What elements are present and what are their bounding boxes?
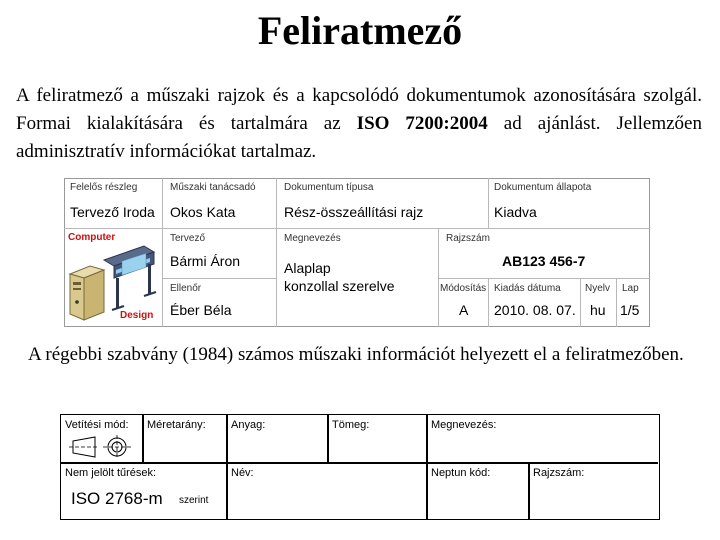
intro-paragraph [16,82,702,166]
doc-type-label: Dokumentum típusa [284,182,374,193]
name-label: Megnevezés [284,233,341,244]
old-drawing-no-label: Rajzszám: [533,467,585,479]
checker-value: Éber Béla [170,302,232,318]
mass-label: Tömeg: [332,419,370,431]
technical-ref-label: Műszaki tanácsadó [170,182,256,193]
doc-status-label: Dokumentum állapota [494,182,592,193]
projection-symbol-icon [67,435,137,459]
checker-label: Ellenőr [170,283,202,294]
scale-label: Méretarány: [147,419,206,431]
divider [580,278,581,327]
divider [142,415,144,462]
technical-ref-value: Okos Kata [170,204,236,220]
divider [226,415,228,519]
page-title: Feliratmező [257,8,463,53]
doc-type-value: Rész-összeállítási rajz [284,204,424,220]
issue-date-label: Kiadás dátuma [494,283,561,294]
material-label: Anyag: [231,419,266,431]
divider [488,178,489,228]
drawing-no-label: Rajzszám [446,233,490,244]
tolerance-value: ISO 2768-m [71,489,163,508]
divider [162,278,276,279]
revision-value: A [459,302,469,318]
projection-label: Vetítési mód: [65,419,129,431]
tolerance-suffix: szerint [179,495,209,506]
revision-label: Módosítás [440,283,487,294]
designer-label: Tervező [170,233,206,244]
iso7200-title-block [64,178,650,327]
divider [488,278,489,327]
divider [528,462,530,519]
divider [438,228,439,327]
responsible-dept-label: Felelős részleg [70,182,138,193]
name2-label: Név: [231,467,254,479]
standard-reference: ISO 7200:2004 [356,113,488,134]
divider [276,178,277,327]
divider [616,278,617,327]
issue-date-value: 2010. 08. 07. [494,302,576,318]
name-line-2: konzollal szerelve [284,278,395,294]
divider [438,278,650,279]
language-value: hu [590,302,606,318]
divider [64,228,650,229]
name-line-1: Alaplap [284,260,331,276]
divider [327,415,329,462]
old-title-block [60,414,660,520]
sheet-value: 1/5 [620,302,640,318]
old-name-label: Megnevezés: [431,419,497,431]
responsible-dept-value: Tervező Iroda [70,204,155,220]
divider [61,462,658,464]
tolerance-label: Nem jelölt tűrések: [65,467,157,479]
company-logo [64,230,158,326]
logo-top-text: Computer [68,232,116,243]
designer-value: Bármi Áron [170,253,241,269]
divider [426,415,428,519]
drawing-no-value: AB123 456-7 [502,253,586,269]
language-label: Nyelv [585,283,611,294]
intro-text-1: A feliratmező a műszaki rajzok és a kapcsolódó dokumentumok azonosítására szolgál. Formai kialakítására és tartalmára az [16,85,702,134]
logo-bottom-text: Design [120,310,154,321]
divider [162,178,163,327]
neptun-label: Neptun kód: [431,467,491,479]
sheet-label: Lap [622,283,639,294]
intro-text-2: ad ajánlást. Jellemzően adminisztratív információkat tartalmaz. [16,113,702,162]
doc-status-value: Kiadva [494,204,537,220]
old-standard-paragraph: A régebbi szabvány (1984) számos műszaki információt helyezett el a feliratmezőben. [28,344,684,365]
